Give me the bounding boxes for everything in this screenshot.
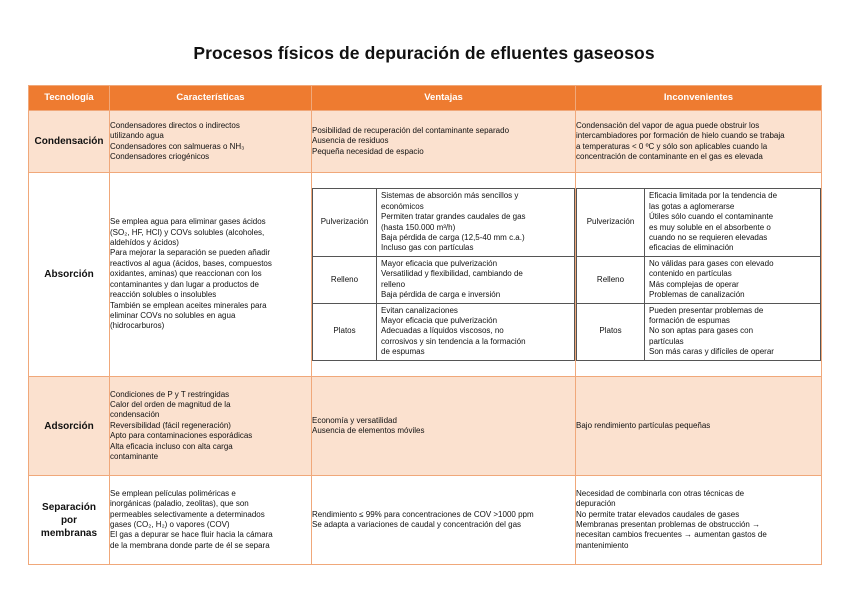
text-line: intercambiadores por formación de hielo cuando se trabaja (576, 131, 785, 141)
text-line: contenido en partículas (649, 269, 732, 279)
text-line: Ausencia de elementos móviles (312, 426, 425, 435)
text-line: Posibilidad de recuperación del contaminante separado (312, 125, 510, 135)
tech-name-line: Separación (42, 501, 96, 513)
text-line: Para mejorar la separación se pueden añadir (110, 248, 271, 258)
text-line: No son aptas para gases con (649, 326, 754, 336)
absorcion-ventajas (312, 173, 576, 377)
text-line: reacción solubles o insolubles (110, 290, 217, 300)
tech-condensacion: Condensación (29, 111, 110, 173)
text-line: Rendimiento ≤ 99% para concentraciones de COV >1000 ppm (312, 509, 534, 519)
membranas-inconvenientes (576, 476, 822, 565)
text-line: contaminante (110, 452, 159, 462)
condensacion-ventajas (312, 111, 576, 173)
text-line: También se emplean aceites minerales para (110, 300, 267, 310)
tech-name-line: por (60, 514, 78, 526)
text-line: formación de espumas (649, 315, 730, 325)
subtable-row (577, 303, 821, 360)
text-line: Reversibilidad (fácil regeneración) (110, 420, 231, 430)
text-line: Se adapta a variaciones de caudal y concentración del gas (312, 520, 522, 529)
text-line: corrosivos y sin tendencia a la formación (381, 336, 526, 346)
processes-table (28, 85, 822, 565)
subtype-pulverizacion: Pulverización (577, 189, 645, 256)
text-line: Baja pérdida de carga e inversión (381, 290, 501, 300)
text-line: Permiten tratar grandes caudales de gas (381, 212, 526, 222)
text-line: (hasta 150.000 m³/h) (381, 222, 456, 232)
page-title: Procesos físicos de depuración de efluentes gaseosos (193, 43, 655, 63)
text-line: Condensadores criogénicos (110, 151, 210, 161)
adsorcion-ventajas (312, 377, 576, 476)
text-line: Condensación del vapor de agua puede obstruir los (576, 120, 760, 130)
row-membranas (29, 476, 822, 565)
text-line: partículas (649, 336, 684, 346)
subtype-text (377, 303, 575, 360)
row-condensacion (29, 111, 822, 173)
text-line: de espumas (381, 347, 425, 357)
subtype-platos: Platos (577, 303, 645, 360)
text-line: Baja pérdida de carga (12,5-40 mm c.a.) (381, 233, 525, 243)
subtype-text (645, 189, 821, 256)
absorcion-inconvenientes-subtable (576, 188, 821, 360)
subtype-text (377, 189, 575, 256)
subtype-text (645, 303, 821, 360)
text-line: Economía y versatilidad (312, 415, 397, 425)
text-line: relleno (381, 279, 406, 289)
text-line: Evitan canalizaciones (381, 305, 458, 315)
text-line: Condiciones de P y T restringidas (110, 389, 230, 399)
membranas-caracteristicas (110, 476, 312, 565)
text-line: Pueden presentar problemas de (649, 305, 764, 315)
header-ventajas: Ventajas (312, 86, 576, 111)
subtype-text (377, 256, 575, 303)
text-line: Sistemas de absorción más sencillos y (381, 191, 519, 201)
subtable-row (577, 189, 821, 256)
text-line: Condensadores directos o indirectos (110, 120, 240, 130)
row-adsorcion (29, 377, 822, 476)
text-line: No válidas para gases con elevado (649, 258, 774, 268)
text-line: Ausencia de residuos (312, 136, 389, 146)
text-line: concentración de contaminante en el gas es elevada (576, 151, 763, 161)
text-line: las gotas a aglomerarse (649, 201, 735, 211)
text-line: contaminantes y dan lugar a productos de (110, 279, 259, 289)
text-line: (SO₂, HF, HCl) y COVs solubles (alcoholes, (110, 227, 265, 237)
row-absorcion (29, 173, 822, 377)
text-line: Pequeña necesidad de espacio (312, 146, 424, 156)
text-line: Mayor eficacia que pulverización (381, 315, 498, 325)
text-line: Necesidad de combinarla con otras técnicas de (576, 488, 745, 498)
text-line: aldehídos y ácidos) (110, 238, 179, 248)
text-line: mantenimiento (576, 540, 629, 550)
header-tecnologia: Tecnología (29, 86, 110, 111)
subtype-relleno: Relleno (313, 256, 377, 303)
subtable-row (313, 303, 575, 360)
subtype-relleno: Relleno (577, 256, 645, 303)
tech-adsorcion: Adsorción (29, 377, 110, 476)
text-line: Mayor eficacia que pulverización (381, 258, 498, 268)
subtable-row (313, 256, 575, 303)
text-line: Útiles sólo cuando el contaminante (649, 212, 774, 222)
text-line: necesitan cambios frecuentes → aumentan gastos de (576, 530, 767, 540)
text-line: Apto para contaminaciones esporádicas (110, 431, 253, 441)
text-line: de la membrana donde parte de él se separa (110, 540, 270, 550)
subtable-row (577, 256, 821, 303)
header-caracteristicas: Características (110, 86, 312, 111)
text-line: depuración (576, 499, 616, 509)
absorcion-caracteristicas (110, 173, 312, 377)
subtable-row (313, 189, 575, 256)
text-line: condensación (110, 410, 160, 420)
subtype-text (645, 256, 821, 303)
text-line: Membranas presentan problemas de obstrucción → (576, 520, 761, 529)
text-line: cuando no se requieren elevadas (649, 233, 768, 243)
text-line: permeables selectivamente a determinados (110, 509, 265, 519)
absorcion-ventajas-subtable (312, 188, 575, 360)
tech-absorcion: Absorción (29, 173, 110, 377)
text-line: Calor del orden de magnitud de la (110, 399, 231, 409)
text-line: Eficacia limitada por la tendencia de (649, 191, 778, 201)
adsorcion-caracteristicas (110, 377, 312, 476)
text-line: Incluso gas con partículas (381, 243, 474, 253)
subtype-platos: Platos (313, 303, 377, 360)
condensacion-inconvenientes (576, 111, 822, 173)
header-inconvenientes: Inconvenientes (576, 86, 822, 111)
adsorcion-inconvenientes (576, 377, 822, 476)
tech-membranas (29, 476, 110, 565)
text-line: Alta eficacia incluso con alta carga (110, 441, 233, 451)
table-header-row (29, 86, 822, 111)
text-line: eliminar COVs no solubles en agua (110, 310, 236, 320)
text-line: eficacias de eliminación (649, 243, 734, 253)
text-line: Se emplean películas poliméricas e (110, 488, 236, 498)
text-line: oxidantes, aminas) que reaccionan con los (110, 269, 262, 279)
text-line: El gas a depurar se hace fluir hacia la cámara (110, 530, 273, 540)
text-line: Bajo rendimiento partículas pequeñas (576, 420, 711, 430)
text-line: (hidrocarburos) (110, 321, 165, 331)
text-line: inorgánicas (paladio, zeolitas), que son (110, 499, 249, 509)
text-line: gases (CO₂, H₂) o vapores (COV) (110, 520, 230, 529)
tech-name-line: membranas (40, 527, 98, 539)
text-line: No permite tratar elevados caudales de gases (576, 509, 740, 519)
text-line: Son más caras y difíciles de operar (649, 347, 774, 357)
text-line: utilizando agua (110, 131, 164, 141)
subtype-pulverizacion: Pulverización (313, 189, 377, 256)
text-line: es muy soluble en el absorbente o (649, 222, 771, 232)
text-line: reactivos al agua (ácidos, bases, compuestos (110, 258, 272, 268)
text-line: Problemas de canalización (649, 290, 745, 300)
text-line: Más complejas de operar (649, 279, 739, 289)
text-line: Condensadores con salmueras o NH₃ (110, 141, 245, 151)
membranas-ventajas (312, 476, 576, 565)
absorcion-inconvenientes (576, 173, 822, 377)
text-line: económicos (381, 201, 424, 211)
condensacion-caracteristicas (110, 111, 312, 173)
text-line: Versatilidad y flexibilidad, cambiando de (381, 269, 523, 279)
text-line: Se emplea agua para eliminar gases ácidos (110, 217, 266, 227)
text-line: a temperaturas < 0 ºC y sólo son aplicables cuando la (576, 141, 768, 151)
text-line: Adecuadas a líquidos viscosos, no (381, 326, 504, 336)
